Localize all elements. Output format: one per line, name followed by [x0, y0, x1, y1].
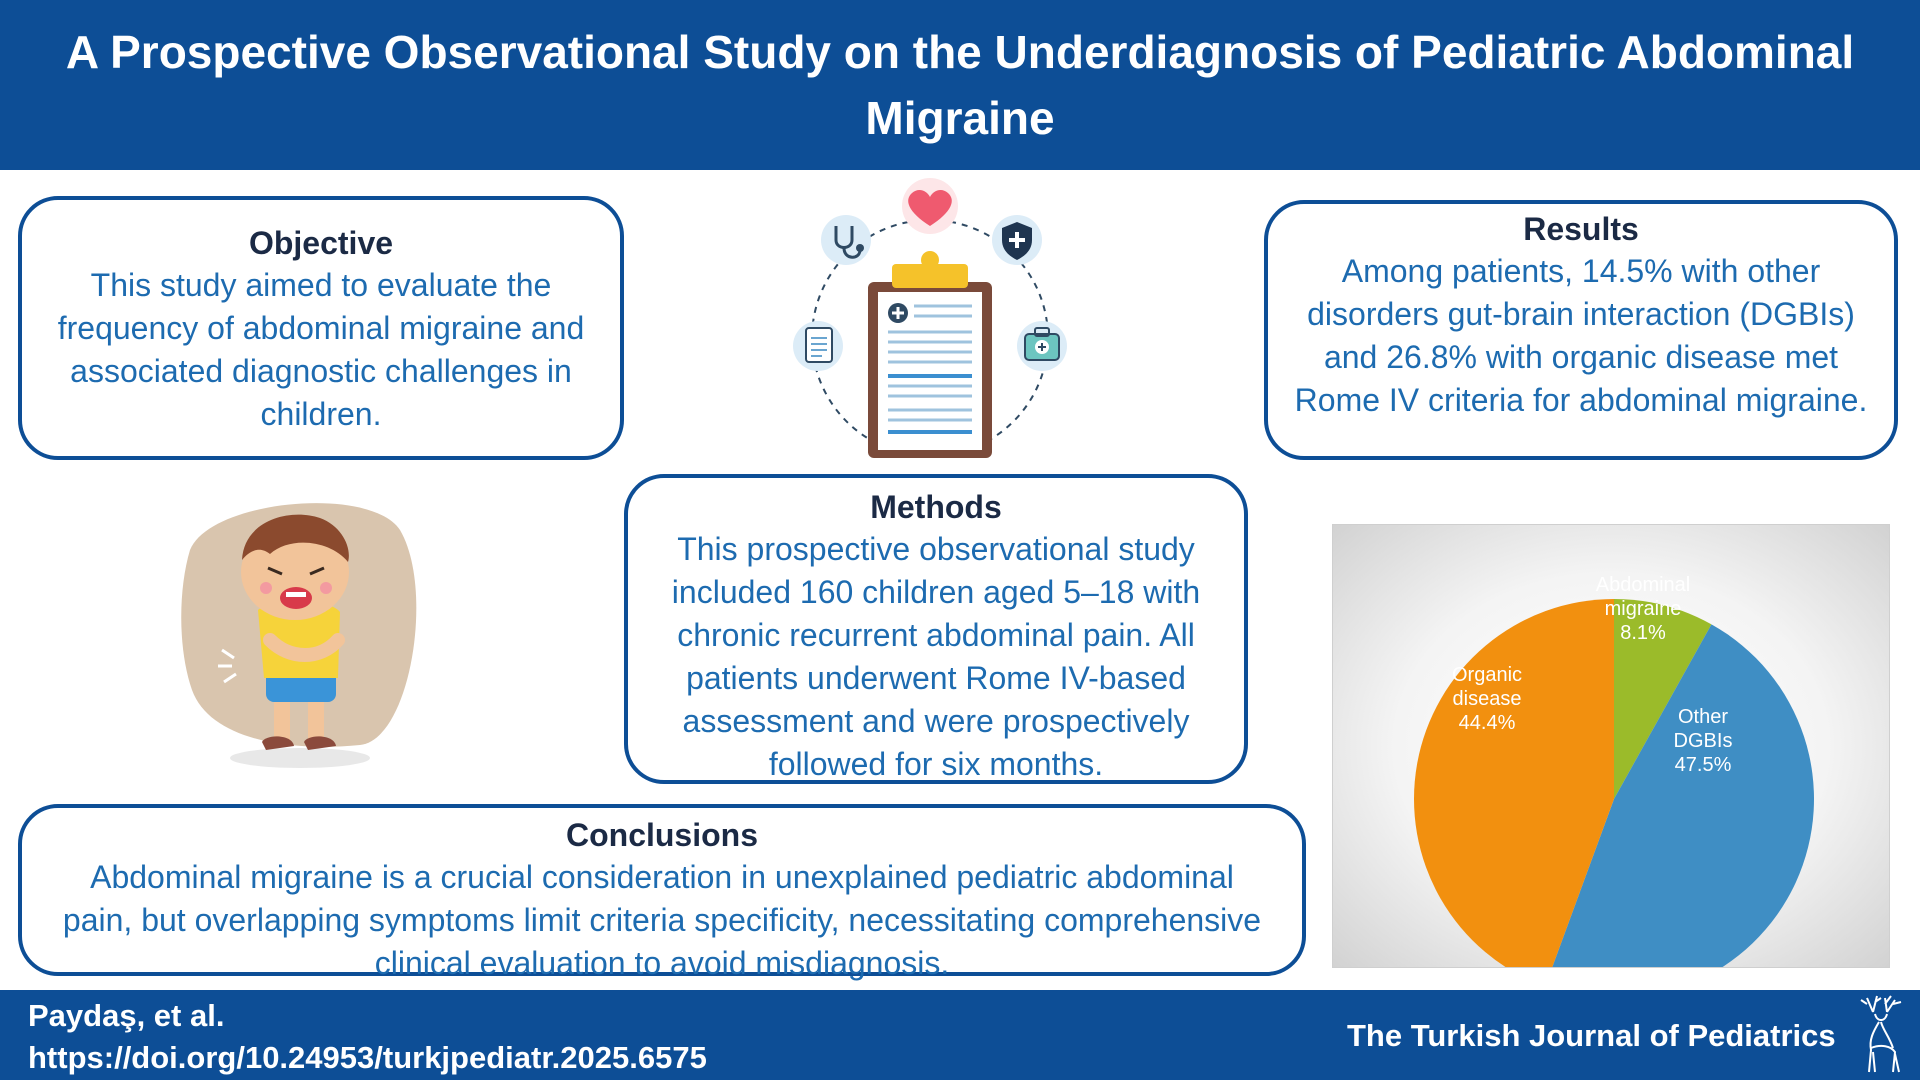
- doi-link[interactable]: https://doi.org/10.24953/turkjpediatr.2025.6575: [28, 1040, 707, 1075]
- deer-logo-icon: [1855, 992, 1907, 1078]
- journal-name: The Turkish Journal of Pediatrics: [1347, 1018, 1836, 1053]
- methods-title: Methods: [870, 489, 1002, 525]
- conclusions-box: [18, 804, 1306, 981]
- pie-label-other-dgbis-1: DGBIs: [1673, 730, 1733, 752]
- author-text: Paydaş, et al.: [28, 998, 225, 1033]
- results-box: [1264, 200, 1898, 460]
- pie-label-abdominal-migraine-2: 8.1%: [1620, 622, 1666, 644]
- conclusions-title: Conclusions: [565, 817, 758, 853]
- child-stomachache-illustration: [170, 490, 430, 780]
- pie-label-organic-disease-1: disease: [1452, 688, 1522, 710]
- results-text: Among patients, 14.5% with other disorders gut-brain interaction (DGBIs) and 26.8% with organic disease met Rome IV criteria for abdominal migraine.: [1294, 253, 1868, 418]
- pie-label-abdominal-migraine-0: Abdominal: [1595, 574, 1691, 596]
- header-bar: [0, 0, 1920, 170]
- medical-kit-icon: [1017, 321, 1067, 371]
- pie-label-organic-disease-0: Organic: [1451, 664, 1523, 686]
- results-title: Results: [1523, 211, 1639, 247]
- objective-text: This study aimed to evaluate the frequency of abdominal migraine and associated diagnostic challenges in children.: [57, 267, 585, 432]
- footer-bar: [0, 990, 1920, 1080]
- pie-label-other-dgbis-0: Other: [1677, 706, 1729, 728]
- pie-chart-frame: [1332, 524, 1890, 968]
- pie-chart: [1333, 525, 1889, 967]
- stethoscope-icon: [821, 215, 871, 265]
- page-title: A Prospective Observational Study on the Underdiagnosis of Pediatric Abdominal Migraine: [65, 26, 1855, 144]
- pie-label-abdominal-migraine-1: migraine: [1604, 598, 1682, 620]
- shield-icon: [992, 215, 1042, 265]
- notepad-icon: [793, 321, 843, 371]
- heart-icon: [902, 178, 958, 234]
- pie-label-organic-disease-2: 44.4%: [1458, 712, 1516, 734]
- clipboard-icon: [780, 178, 1080, 462]
- conclusions-text: Abdominal migraine is a crucial consideration in unexplained pediatric abdominal pain, but overlapping symptoms limit criteria specificity, necessitating comprehensive clinical evaluation to avoid misdiagnosis.: [62, 859, 1262, 981]
- objective-box: [18, 196, 624, 460]
- objective-title: Objective: [248, 225, 394, 261]
- pie-label-other-dgbis-2: 47.5%: [1674, 754, 1732, 776]
- methods-box: [624, 474, 1248, 784]
- methods-text: This prospective observational study included 160 children aged 5–18 with chronic recurrent abdominal pain. All patients underwent Rome IV-based assessment and were prospectively followed for six months.: [671, 531, 1201, 782]
